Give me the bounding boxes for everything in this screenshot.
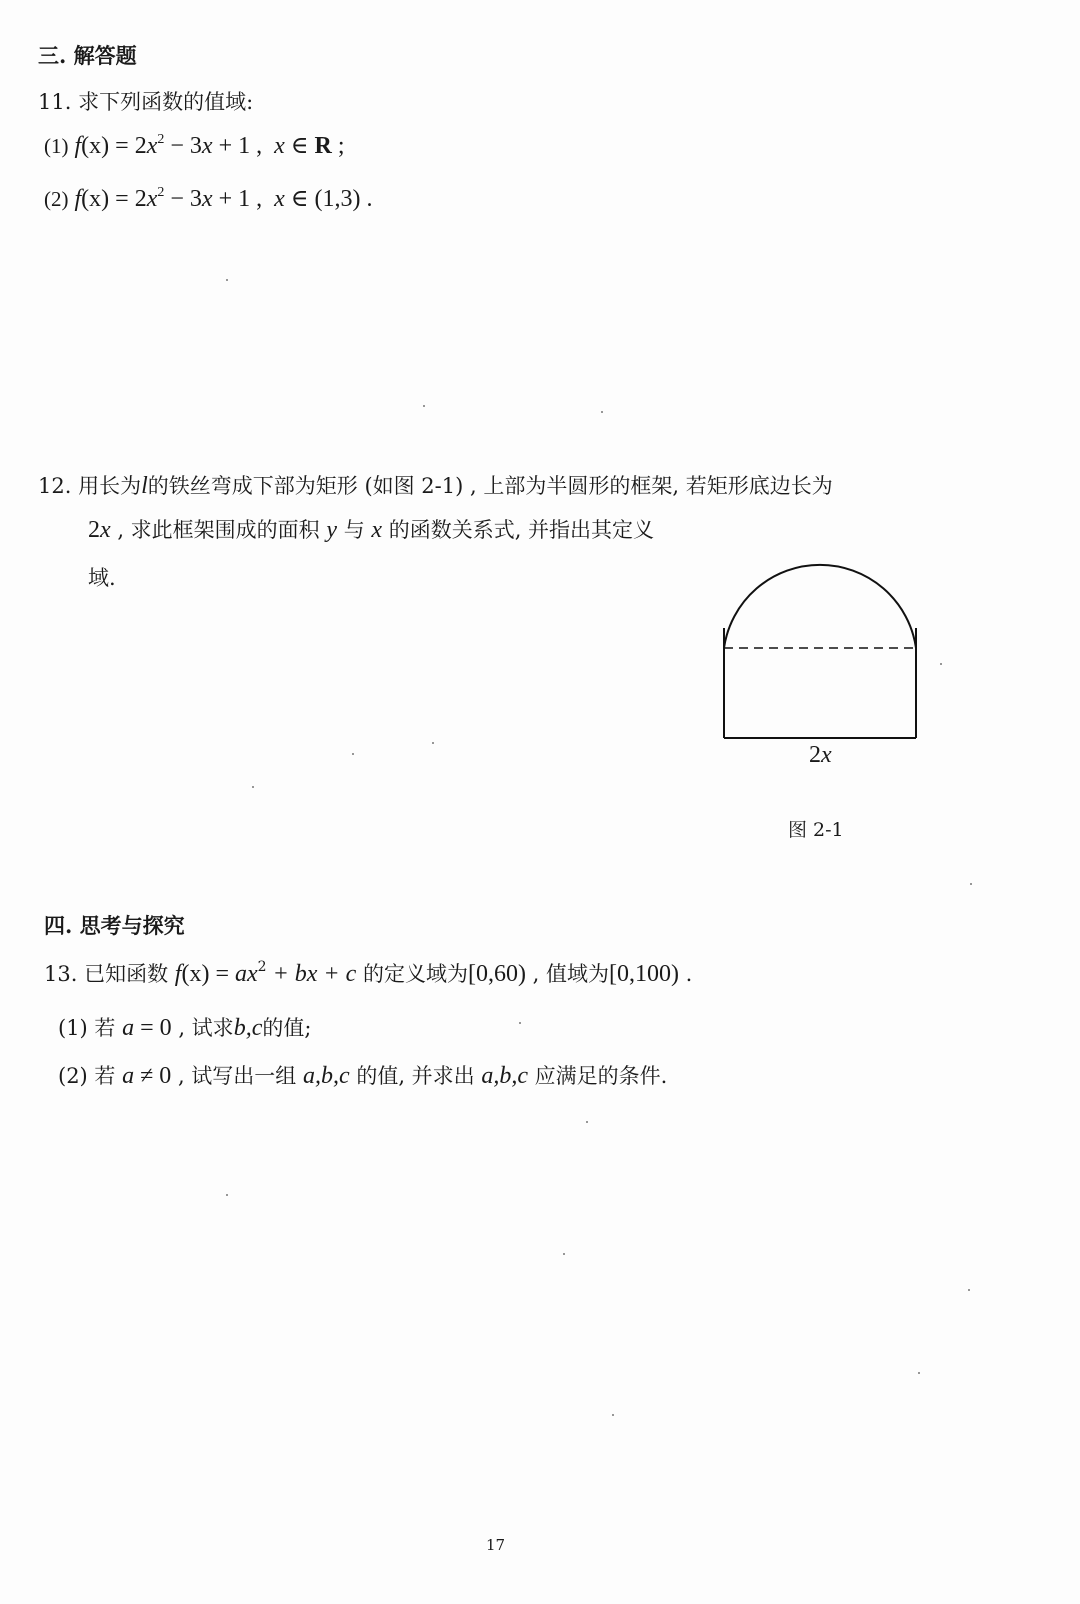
question-text: 应满足的条件. [528, 1064, 668, 1088]
term: − 3 [164, 133, 202, 159]
equals: = [209, 961, 235, 987]
vars: a,b,c [302, 1063, 350, 1089]
question-number: 11. [38, 90, 72, 114]
question-text: , 试写出一组 [171, 1064, 303, 1088]
condition: ≠ 0 [134, 1063, 172, 1089]
var: x [146, 133, 158, 159]
scan-speck [970, 883, 972, 885]
scan-speck [563, 1253, 565, 1255]
part-label: (2) [44, 187, 69, 211]
func-arg: (x) [81, 133, 110, 159]
question-13-part-1 [58, 1012, 311, 1042]
scan-speck [432, 742, 434, 744]
exponent: 2 [157, 132, 165, 147]
vars: b,c [233, 1015, 263, 1041]
scan-speck [612, 1414, 614, 1416]
number: 2 [809, 742, 821, 768]
var: x [274, 133, 285, 159]
question-text: 已知函数 [84, 962, 175, 986]
punct: . [678, 962, 693, 986]
term: + 1 , [212, 133, 263, 159]
arch-diagram [718, 548, 928, 748]
term: − 3 [164, 186, 202, 212]
part-label: (1) 若 [58, 1016, 123, 1040]
question-text: 的值; [262, 1016, 312, 1040]
func-arg: (x) [181, 961, 210, 987]
question-text: , 值域为 [525, 962, 609, 986]
question-11-part-1 [44, 131, 345, 160]
scan-speck [423, 405, 425, 407]
func-name: f [174, 961, 182, 987]
interval: [0,60) [467, 961, 526, 987]
scan-speck [968, 1289, 970, 1291]
figure-caption: 图 2-1 [788, 819, 844, 841]
question-number: 13. [44, 962, 78, 986]
var: l [141, 473, 148, 499]
figure-base-label [809, 742, 832, 769]
punct: ; [331, 133, 345, 159]
scan-speck [226, 279, 228, 281]
scan-speck [226, 1194, 228, 1196]
question-text: , 试求 [171, 1016, 234, 1040]
var: x [201, 133, 213, 159]
exponent: 2 [157, 185, 165, 200]
func-name: f [74, 133, 82, 159]
var: a [122, 1063, 135, 1089]
question-12-line-2 [88, 514, 654, 544]
punct: . [360, 186, 373, 212]
term: ax [234, 961, 258, 987]
question-11-part-2 [44, 184, 373, 213]
var: x [274, 186, 285, 212]
set: R [314, 133, 332, 159]
var: x [821, 742, 832, 768]
func-name: f [74, 186, 82, 212]
question-text: 的定义域为 [356, 962, 468, 986]
var: a [122, 1015, 135, 1041]
page-number: 17 [486, 1536, 506, 1554]
question-number: 12. [38, 474, 72, 498]
scan-speck [519, 1022, 521, 1024]
question-text: 的值, 并求出 [349, 1064, 482, 1088]
part-label: (1) [44, 134, 69, 158]
scan-speck [352, 753, 354, 755]
term: + bx + c [266, 961, 357, 987]
question-13-stem [44, 958, 692, 988]
number: 2 [88, 517, 100, 543]
question-text: 用长为 [78, 474, 142, 498]
var: x [100, 517, 111, 543]
scan-speck [601, 411, 603, 413]
vars: a,b,c [481, 1063, 528, 1089]
term: + 1 , [212, 186, 263, 212]
question-text: 的铁丝弯成下部为矩形 (如图 2-1) , 上部为半圆形的框架, 若矩形底边长为 [147, 474, 833, 498]
equals: = 2 [109, 186, 147, 212]
scan-speck [586, 1121, 588, 1123]
part-label: (2) 若 [58, 1064, 123, 1088]
element-of: ∈ [284, 186, 315, 212]
condition: = 0 [134, 1015, 172, 1041]
interval: [0,100) [608, 961, 679, 987]
semicircle-arc [724, 565, 916, 648]
section-heading-3: 三. 解答题 [38, 43, 137, 68]
question-11-stem [38, 86, 253, 116]
var: x [371, 517, 383, 543]
element-of: ∈ [284, 133, 315, 159]
question-text: 的函数关系式, 并指出其定义 [382, 518, 655, 542]
scan-speck [918, 1372, 920, 1374]
section-heading-4: 四. 思考与探究 [44, 913, 185, 938]
func-arg: (x) [81, 186, 110, 212]
set: (1,3) [314, 186, 361, 212]
figure-2-1 [718, 548, 928, 752]
question-12-line-1 [38, 470, 833, 500]
question-text: 与 [337, 518, 372, 542]
exponent: 2 [257, 959, 267, 975]
equals: = 2 [109, 133, 147, 159]
var: x [146, 186, 158, 212]
question-12-line-3: 域. [88, 566, 116, 590]
question-13-part-2 [58, 1060, 667, 1090]
question-text: , 求此框架围成的面积 [110, 518, 327, 542]
var: x [201, 186, 213, 212]
var: y [326, 517, 338, 543]
scan-speck [940, 663, 942, 665]
question-text: 求下列函数的值域: [78, 90, 254, 114]
scan-speck [252, 786, 254, 788]
